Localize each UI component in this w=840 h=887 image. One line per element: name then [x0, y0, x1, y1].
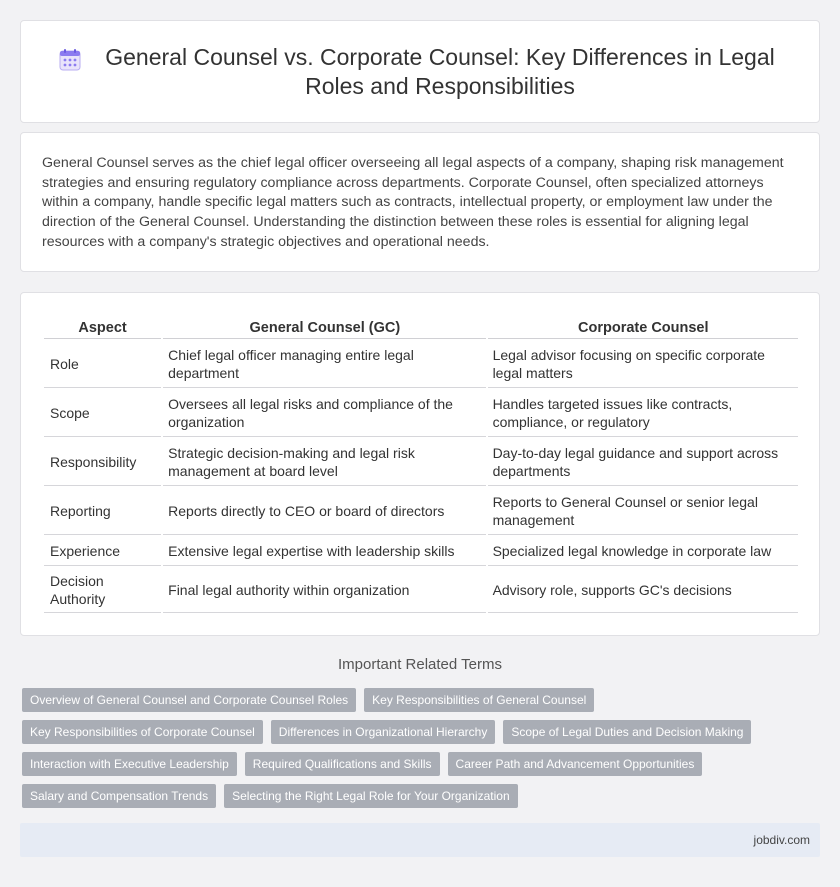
row-corporate-counsel: Day-to-day legal guidance and support across departments [488, 439, 798, 486]
footer-site-link[interactable]: jobdiv.com [753, 833, 810, 847]
table-row [44, 390, 798, 437]
footer [20, 823, 820, 857]
row-general-counsel: Final legal authority within organization [163, 568, 485, 613]
table-row [44, 341, 798, 388]
comparison-table-card [20, 292, 820, 636]
related-terms-list [22, 688, 802, 816]
row-corporate-counsel: Handles targeted issues like contracts, compliance, or regulatory [488, 390, 798, 437]
row-aspect: Responsibility [44, 439, 161, 486]
related-terms-heading: Important Related Terms [338, 656, 502, 673]
page-title: General Counsel vs. Corporate Counsel: Key Differences in Legal Roles and Responsibilities [105, 43, 775, 99]
tag-row [22, 720, 802, 744]
tag-row [22, 688, 802, 712]
related-term-tag[interactable]: Salary and Compensation Trends [22, 784, 216, 808]
row-aspect: Scope [44, 390, 161, 437]
row-corporate-counsel: Specialized legal knowledge in corporate law [488, 537, 798, 566]
row-corporate-counsel: Legal advisor focusing on specific corporate legal matters [488, 341, 798, 388]
comparison-table [42, 313, 800, 615]
table-header-row [44, 315, 798, 339]
table-row [44, 568, 798, 613]
title-card [20, 20, 820, 123]
row-corporate-counsel: Advisory role, supports GC's decisions [488, 568, 798, 613]
related-term-tag[interactable]: Scope of Legal Duties and Decision Making [503, 720, 751, 744]
row-corporate-counsel: Reports to General Counsel or senior legal management [488, 488, 798, 535]
related-term-tag[interactable]: Key Responsibilities of Corporate Counsel [22, 720, 263, 744]
row-general-counsel: Oversees all legal risks and compliance of the organization [163, 390, 485, 437]
related-term-tag[interactable]: Key Responsibilities of General Counsel [364, 688, 594, 712]
intro-card [20, 132, 820, 272]
row-general-counsel: Strategic decision-making and legal risk management at board level [163, 439, 485, 486]
column-header-corporate-counsel: Corporate Counsel [488, 315, 798, 339]
table-row [44, 488, 798, 535]
tag-row [22, 752, 802, 776]
related-term-tag[interactable]: Interaction with Executive Leadership [22, 752, 237, 776]
intro-paragraph: General Counsel serves as the chief legal officer overseeing all legal aspects of a company, shaping risk management strategies and ensuring regulatory compliance across departments. Corporate Counsel, often specialized attorneys within a company, handle specific legal matters such as contracts, intellectual property, or employment law under the direction of the General Counsel. Understanding the distinction between these roles is essential for aligning legal resources with a company's strategic objectives and operational needs. [42, 155, 784, 250]
row-aspect: Experience [44, 537, 161, 566]
related-term-tag[interactable]: Differences in Organizational Hierarchy [271, 720, 496, 744]
row-aspect: Reporting [44, 488, 161, 535]
column-header-aspect: Aspect [44, 315, 161, 339]
row-aspect: Decision Authority [44, 568, 161, 613]
row-general-counsel: Extensive legal expertise with leadership skills [163, 537, 485, 566]
row-general-counsel: Chief legal officer managing entire legal department [163, 341, 485, 388]
row-aspect: Role [44, 341, 161, 388]
related-term-tag[interactable]: Selecting the Right Legal Role for Your Organization [224, 784, 518, 808]
related-term-tag[interactable]: Overview of General Counsel and Corporate Counsel Roles [22, 688, 356, 712]
tag-row [22, 784, 802, 808]
table-row [44, 537, 798, 566]
related-term-tag[interactable]: Career Path and Advancement Opportunities [448, 752, 703, 776]
related-term-tag[interactable]: Required Qualifications and Skills [245, 752, 440, 776]
table-row [44, 439, 798, 486]
column-header-general-counsel: General Counsel (GC) [163, 315, 485, 339]
row-general-counsel: Reports directly to CEO or board of directors [163, 488, 485, 535]
